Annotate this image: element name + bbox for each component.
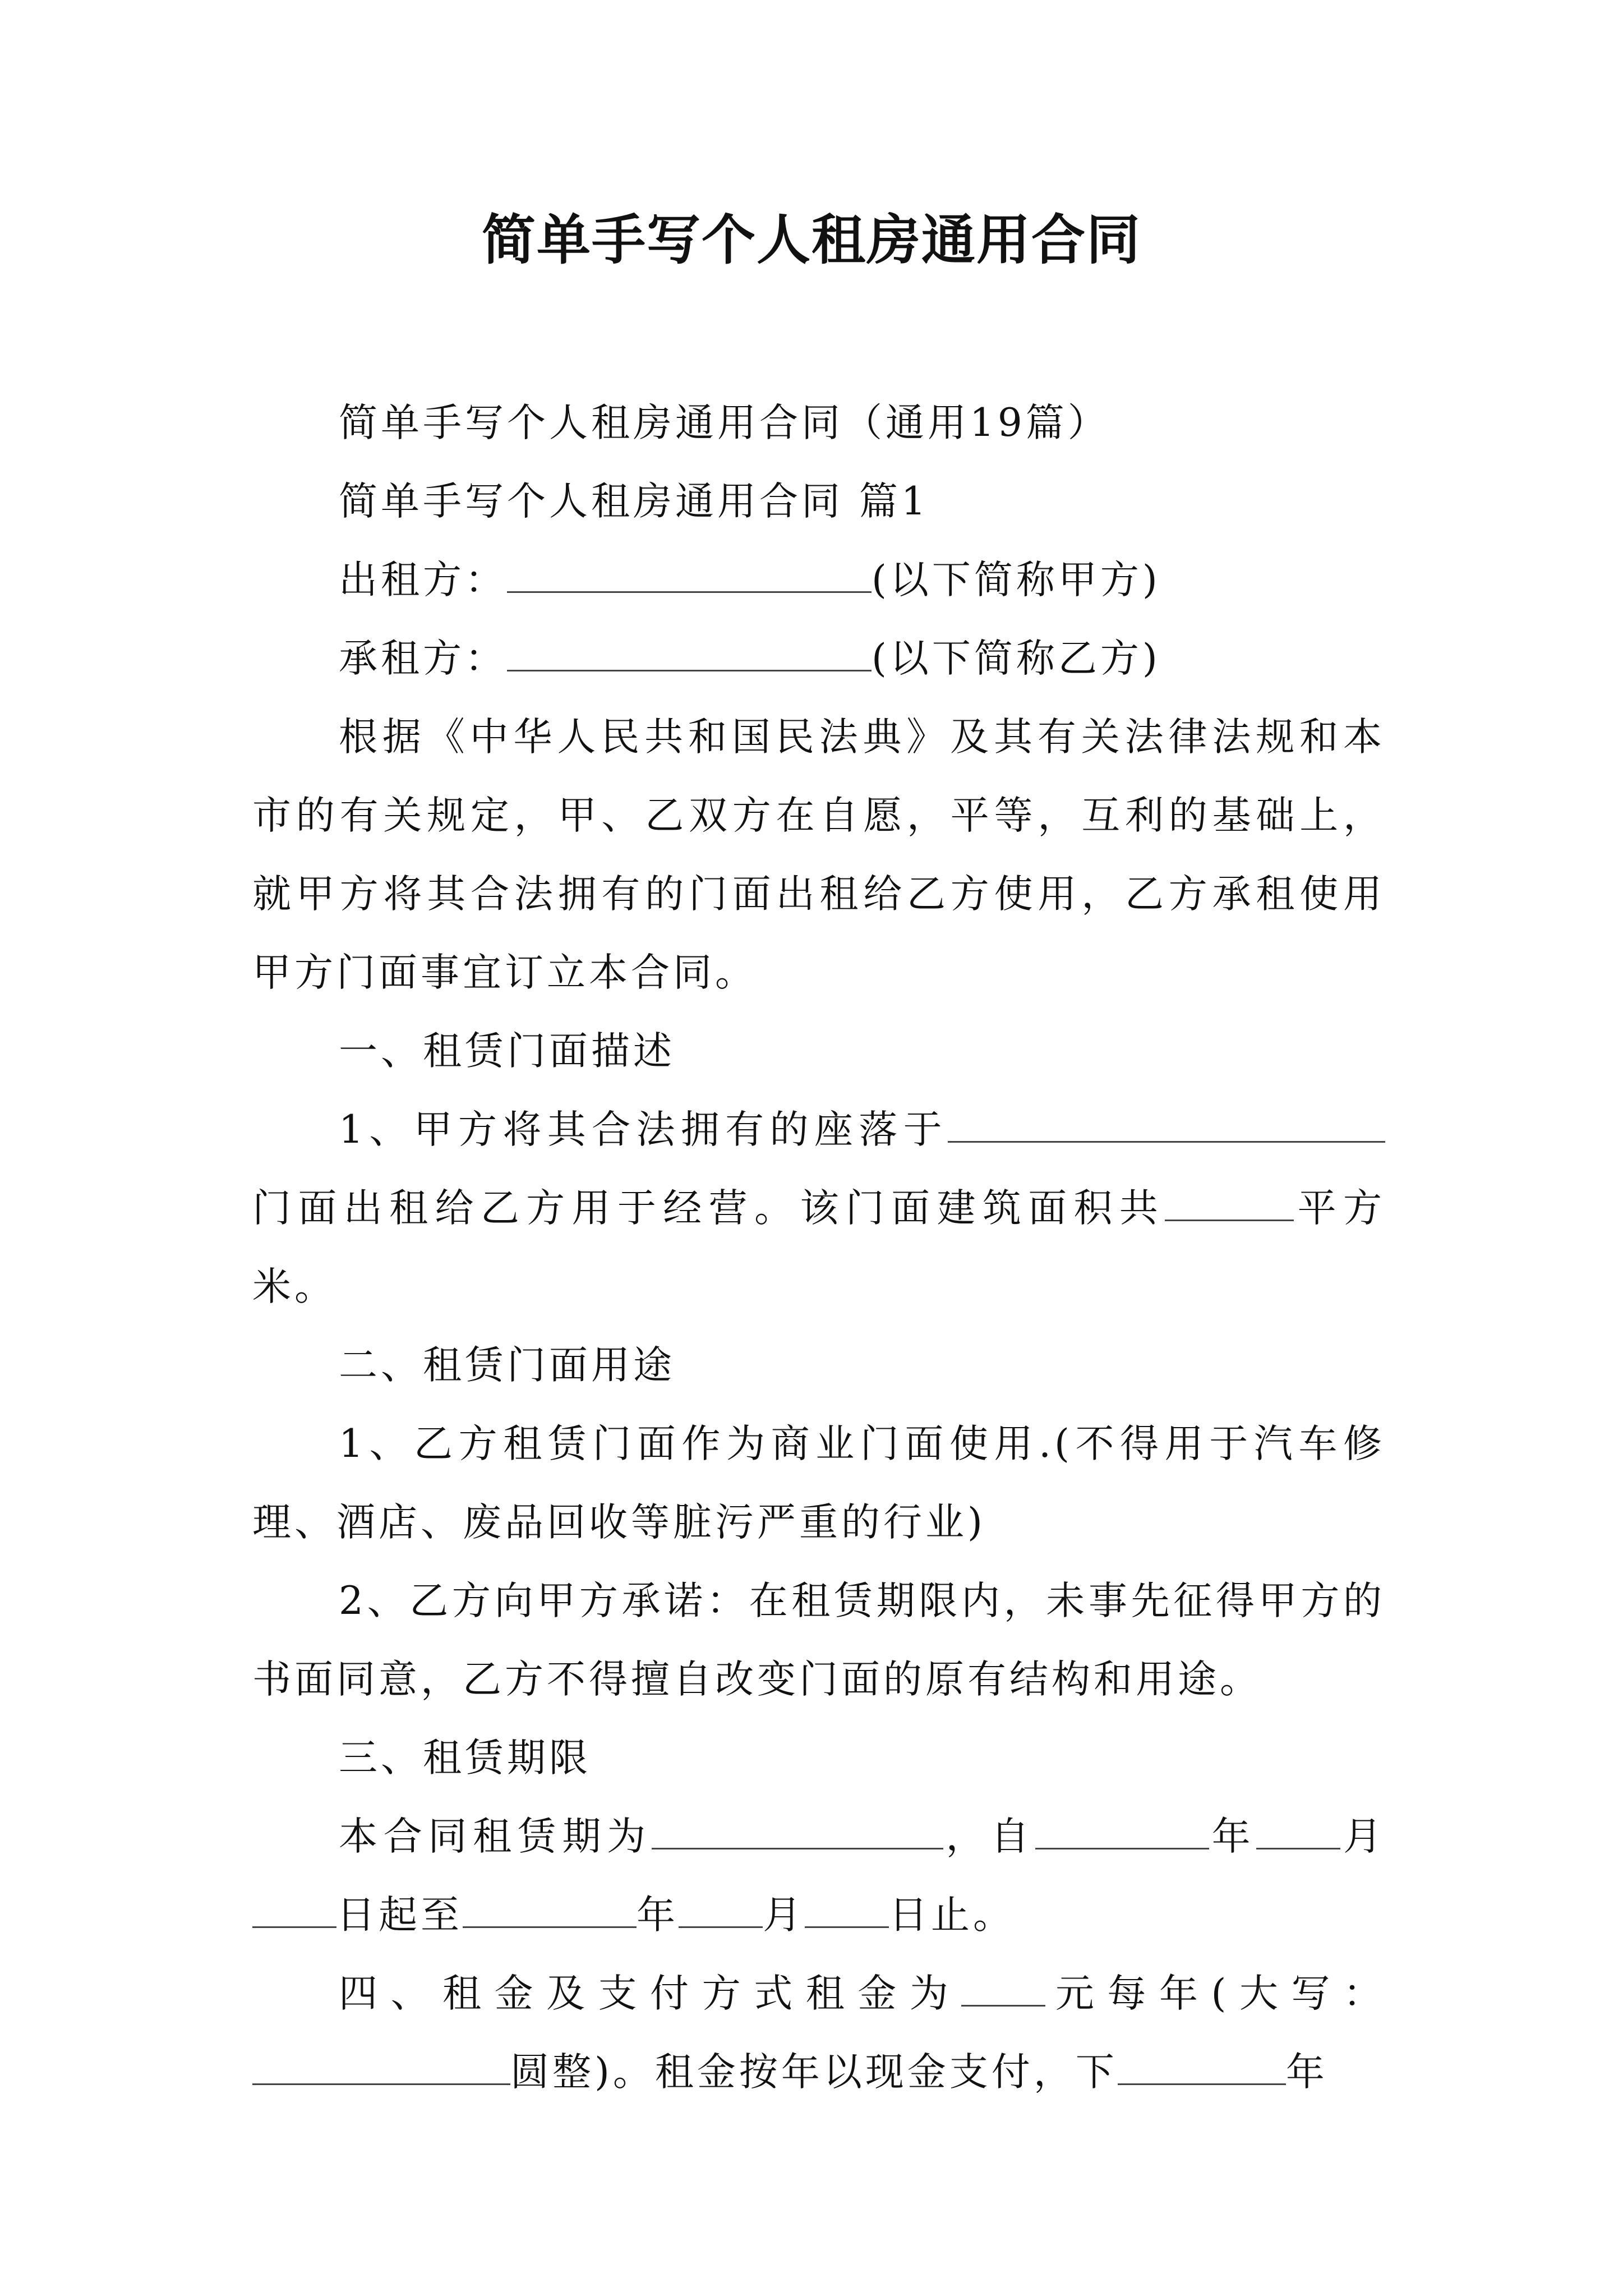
clause-text: 元每年(大写： <box>1045 1971 1386 2016</box>
clause-text: 年 <box>1285 2050 1328 2095</box>
section-4-clause <box>252 1954 1385 2111</box>
section-3-heading: 三、租赁期限 <box>339 1736 591 1780</box>
clause-text: 年 <box>637 1893 679 1938</box>
clause-text: 月 <box>1340 1814 1386 1859</box>
section-heading: 简单手写个人租房通用合同 篇1 <box>339 479 929 524</box>
clause-text: ，自 <box>943 1814 1035 1859</box>
clause-text: 日止。 <box>889 1893 1015 1938</box>
lessor-blank <box>507 556 872 593</box>
end-year-blank <box>463 1892 637 1928</box>
clause-text: 平方米。 <box>252 1186 1386 1309</box>
rent-words-blank <box>252 2049 510 2085</box>
rent-amount-blank <box>961 1970 1045 2007</box>
clause-text: 圆整)。租金按年以现金支付，下 <box>510 2050 1118 2095</box>
start-year-blank <box>1035 1813 1209 1849</box>
section-1-clause-1 <box>252 1091 1385 1326</box>
section-2-clause-2: 2、乙方向甲方承诺：在租赁期限内，未事先征得甲方的书面同意，乙方不得擅自改变门面的原有结构和用途。 <box>252 1579 1385 1702</box>
clause-text: 月 <box>763 1893 805 1938</box>
end-day-blank <box>805 1892 889 1928</box>
clause-text: 年 <box>1209 1814 1257 1859</box>
preamble: 根据《中华人民共和国民法典》及其有关法律法规和本市的有关规定，甲、乙双方在自愿，平等，互利的基础上，就甲方将其合法拥有的门面出租给乙方使用，乙方承租使用甲方门面事宜订立本合同。 <box>252 715 1385 995</box>
area-blank <box>1165 1185 1294 1221</box>
clause-text: 门面出租给乙方用于经营。该门面建筑面积共 <box>252 1186 1165 1231</box>
document-body <box>252 384 1385 2111</box>
term-blank <box>652 1813 943 1849</box>
lessee-label: 承租方： <box>339 636 507 681</box>
clause-text: 1、甲方将其合法拥有的座落于 <box>339 1107 948 1152</box>
clause-text: 四、租金及支付方式租金为 <box>339 1971 962 2016</box>
lessor-line <box>252 541 1385 619</box>
lessor-suffix: (以下简称甲方) <box>872 558 1161 602</box>
section-3-clause <box>252 1797 1385 1954</box>
section-2-heading: 二、租赁门面用途 <box>339 1343 675 1388</box>
payment-year-blank <box>1118 2049 1286 2085</box>
location-blank <box>948 1106 1385 1143</box>
lessee-blank <box>507 635 872 671</box>
lessee-line <box>252 619 1385 698</box>
end-month-blank <box>679 1892 763 1928</box>
document-title: 简单手写个人租房通用合同 <box>482 209 1141 272</box>
clause-text: 本合同租赁期为 <box>339 1814 652 1859</box>
start-day-blank <box>252 1892 336 1928</box>
lessee-suffix: (以下简称乙方) <box>872 636 1161 681</box>
subtitle: 简单手写个人租房通用合同（通用19篇） <box>339 401 1110 445</box>
lessor-label: 出租方： <box>339 558 507 602</box>
start-month-blank <box>1256 1813 1340 1849</box>
clause-text: 日起至 <box>336 1893 463 1938</box>
section-2-clause-1: 1、乙方租赁门面作为商业门面使用.(不得用于汽车修理、酒店、废品回收等脏污严重的行业) <box>252 1421 1385 1545</box>
section-1-heading: 一、租赁门面描述 <box>339 1029 675 1074</box>
